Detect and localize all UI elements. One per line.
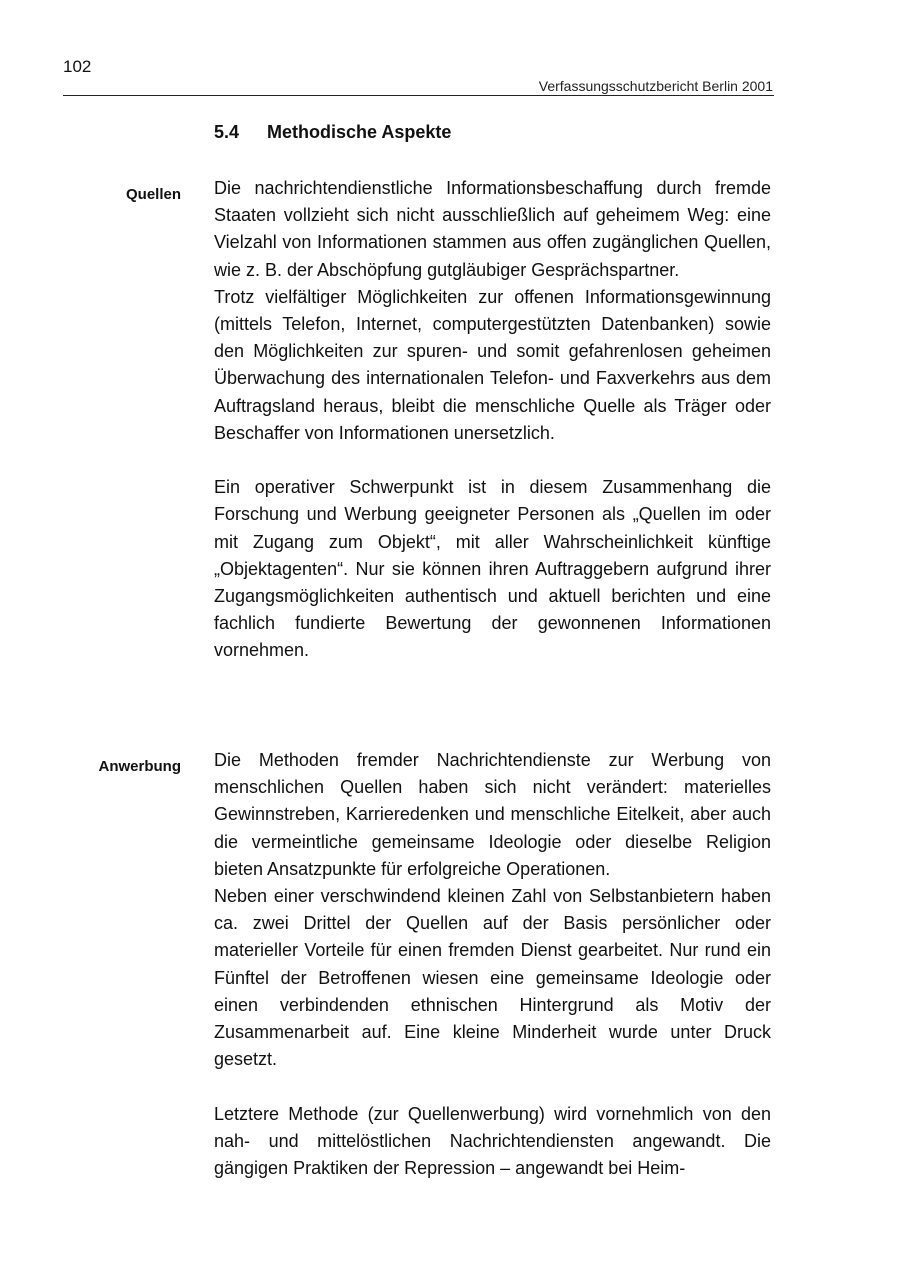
paragraph: Neben einer verschwindend kleinen Zahl von Selbstanbietern haben ca. zwei Drittel der Quellen auf der Basis persönlicher oder materieller Vorteile für einen fremden Dienst gearbeitet. Nur rund ein Fünftel der Betroffenen wiesen eine gemeinsame Ideologie oder einen verbindenden ethnischen Hintergrund als Motiv der Zusammenarbeit auf. Eine kleine Minderheit wurde unter Druck gesetzt. [214,886,771,1070]
section-title: Methodische Aspekte [267,122,452,142]
body-block-quellen [214,175,771,665]
running-header: Verfassungsschutzbericht Berlin 2001 [538,78,773,94]
paragraph: Die Methoden fremder Nachrichtendienste zur Werbung von menschlichen Quellen haben sich nicht verändert: materielles Gewinnstreben, Karrieredenken und menschliche Eitelkeit, aber auch die vermeintliche gemeinsame Ideologie oder dieselbe Religion bieten Ansatzpunkte für erfolgreiche Operationen. [214,750,771,879]
section-heading [214,122,451,143]
section-number: 5.4 [214,122,240,142]
margin-label-anwerbung: Anwerbung [98,758,181,775]
body-block-anwerbung [214,747,771,1182]
header-rule [63,95,774,96]
paragraph: Die nachrichtendienstliche Informationsbeschaffung durch fremde Staaten vollzieht sich nicht ausschließlich auf geheimem Weg: eine Vielzahl von Informationen stammen aus offen zugänglichen Quellen, wie z. B. der Abschöpfung gutgläubiger Gesprächspartner. [214,178,771,280]
paragraph: Letztere Methode (zur Quellenwerbung) wird vornehmlich von den nah- und mittelöstlichen Nachrichtendiensten angewandt. Die gängigen Praktiken der Repression – angewandt bei Heim- [214,1103,771,1179]
page-number: 102 [63,57,92,76]
margin-label-quellen: Quellen [125,186,181,203]
paragraph: Ein operativer Schwerpunkt ist in diesem Zusammenhang die Forschung und Werbung geeigneter Personen als „Quellen im oder mit Zugang zum Objekt“, mit aller Wahrscheinlichkeit künftige „Objektagenten“. Nur sie können ihren Auftraggebern aufgrund ihrer Zugangsmöglichkeiten authentisch und aktuell berichten und eine fachlich fundierte Bewertung der gewonnenen Informationen vornehmen. [214,477,771,661]
paragraph: Trotz vielfältiger Möglichkeiten zur offenen Informationsgewinnung (mittels Telefon, Internet, computergestützten Datenbanken) sowie den Möglichkeiten zur spuren- und somit gefahrenlosen geheimen Überwachung des internationalen Telefon- und Faxverkehrs aus dem Auftragsland heraus, bleibt die menschliche Quelle als Träger oder Beschaffer von Informationen unersetzlich. [214,286,771,443]
